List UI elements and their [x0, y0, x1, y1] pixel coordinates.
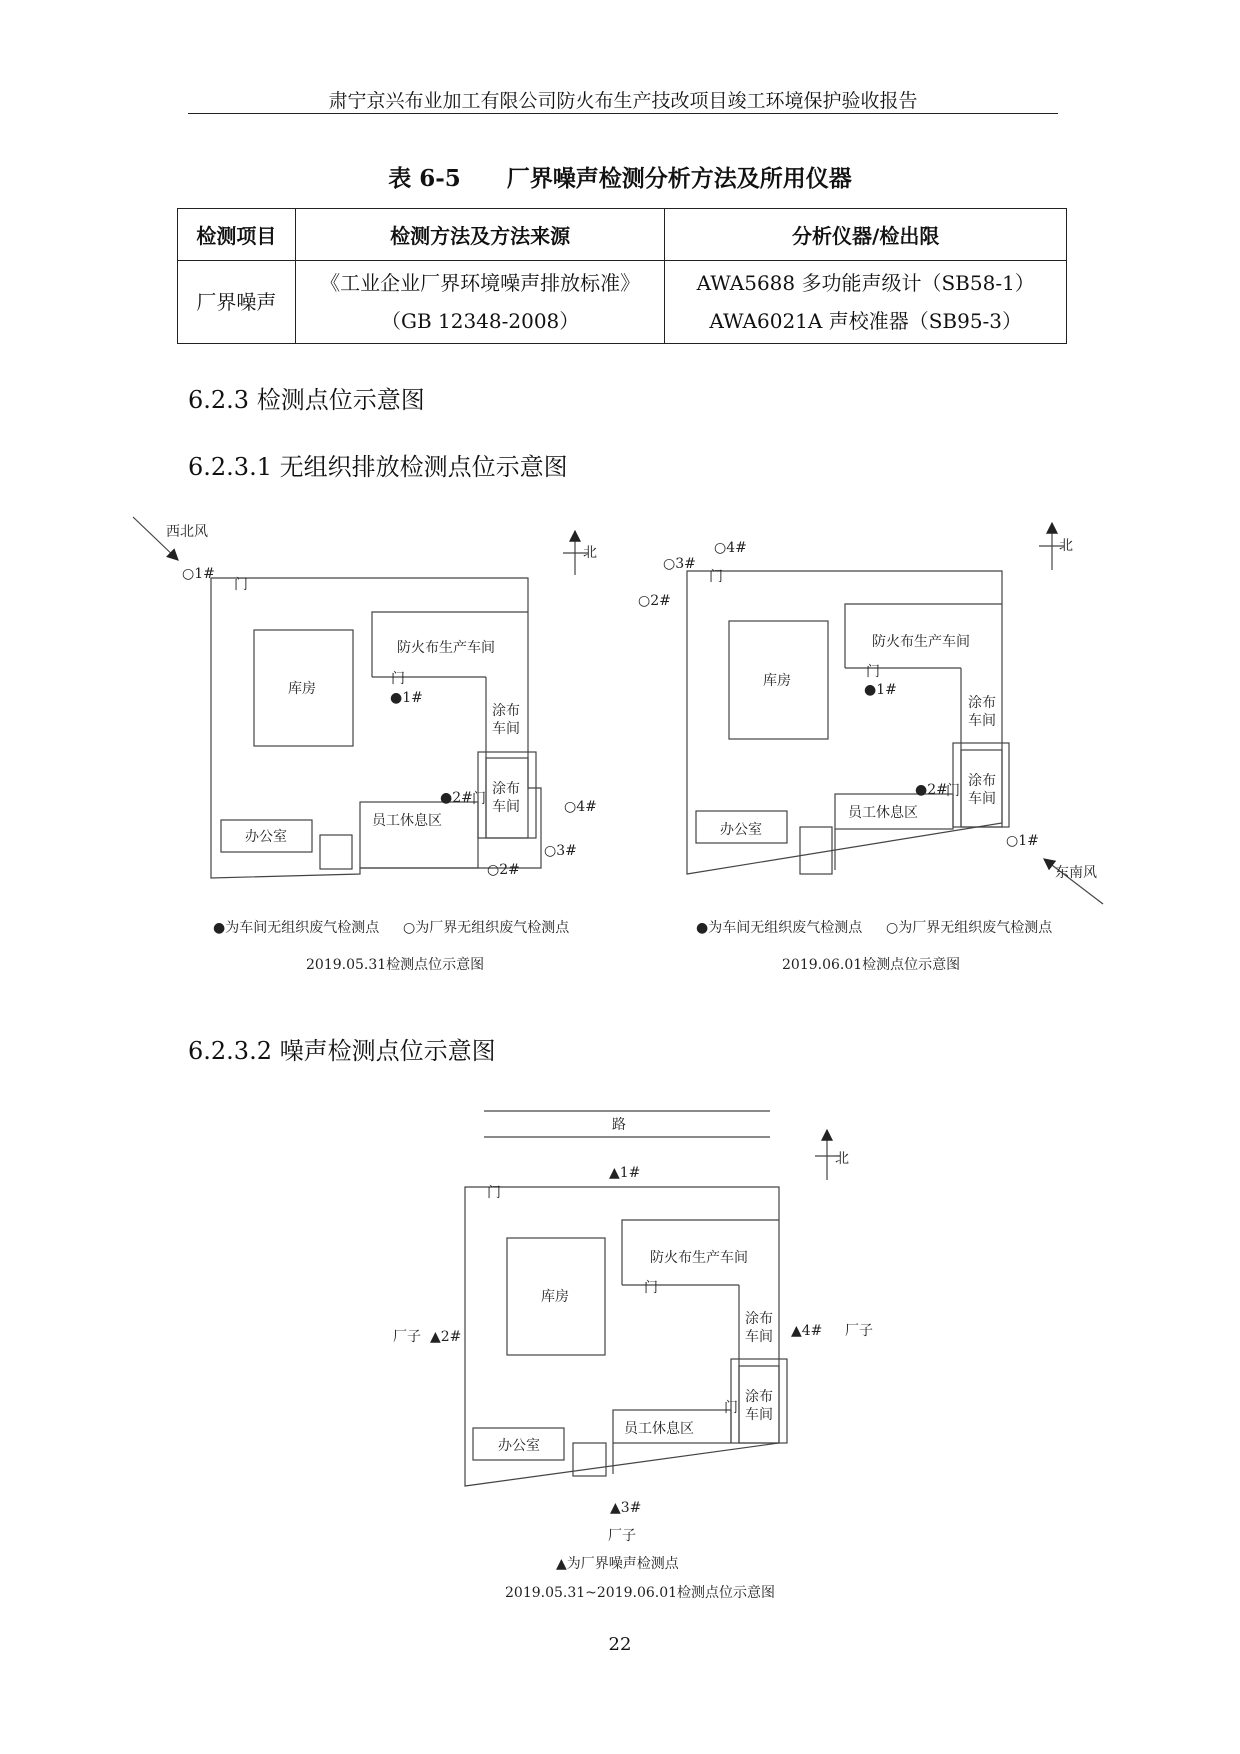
door-label: 门: [724, 1400, 738, 1416]
door-label: 门: [946, 783, 960, 799]
coating-inner-block: [486, 758, 528, 838]
diagram-0531-labels: [166, 524, 597, 973]
noise-point-4: ▲4#: [791, 1323, 823, 1339]
north-label: 北: [835, 1151, 849, 1167]
page-number: 22: [608, 1634, 632, 1655]
inner-point-2: ●2#: [440, 790, 473, 806]
wind-label: 东南风: [1055, 865, 1097, 881]
lounge-label: 员工休息区: [624, 1421, 694, 1437]
door-label: 门: [644, 1280, 658, 1296]
col-header: 分析仪器/检出限: [665, 209, 1067, 261]
outer-point-3: ○3#: [544, 843, 577, 859]
gate-label: 门: [487, 1185, 501, 1201]
factory-label-south: 厂子: [608, 1528, 636, 1544]
diagram-caption: 2019.05.31~2019.06.01检测点位示意图: [505, 1585, 776, 1601]
section-heading-6-2-3: 6.2.3 检测点位示意图: [188, 386, 425, 414]
coating-label-line2: 车间: [492, 799, 520, 815]
coating-label-line1: 涂布: [492, 781, 520, 797]
office-label: 办公室: [245, 829, 287, 845]
north-label: 北: [1059, 538, 1073, 554]
cell-item: 厂界噪声: [178, 261, 296, 344]
coating-label-line2: 车间: [968, 713, 996, 729]
legend-noise: ▲为厂界噪声检测点: [556, 1556, 679, 1572]
wind-label: 西北风: [166, 524, 208, 540]
coating-label-line1: 涂布: [492, 703, 520, 719]
workshop-label: 防火布生产车间: [650, 1250, 748, 1266]
noise-point-1: ▲1#: [609, 1165, 641, 1181]
method-line1: 《工业企业厂界环境噪声排放标准》: [320, 271, 641, 295]
instrument-line2: AWA6021A 声校准器（SB95-3）: [709, 309, 1023, 333]
outer-point-2: ○2#: [487, 862, 520, 878]
legend-solid: ●为车间无组织废气检测点: [696, 920, 863, 936]
diagram-caption: 2019.05.31检测点位示意图: [306, 957, 485, 973]
gate-label: 门: [709, 569, 723, 585]
office-label: 办公室: [498, 1438, 540, 1454]
outer-point-4: ○4#: [564, 799, 597, 815]
north-label: 北: [583, 545, 597, 561]
inner-point-1: ●1#: [864, 682, 897, 698]
inner-point-1: ●1#: [390, 690, 423, 706]
office-label: 办公室: [720, 822, 762, 838]
legend-hollow: ○为厂界无组织废气检测点: [403, 920, 570, 936]
gate-label: 门: [234, 577, 248, 593]
coating-label-line1: 涂布: [968, 773, 996, 789]
outer-point-3: ○3#: [663, 556, 696, 572]
diagram-0601: [687, 523, 1103, 904]
section-heading-6-2-3-1: 6.2.3.1 无组织排放检测点位示意图: [188, 453, 568, 481]
col-header: 检测项目: [178, 209, 296, 261]
workshop-label: 防火布生产车间: [397, 640, 495, 656]
warehouse-label: 库房: [541, 1289, 569, 1305]
table-title: 表 6-5 厂界噪声检测分析方法及所用仪器: [388, 165, 852, 192]
small-block: [800, 827, 832, 874]
coating-label-line1: 涂布: [745, 1311, 773, 1327]
noise-point-3: ▲3#: [610, 1500, 642, 1516]
factory-label-east: 厂子: [845, 1323, 873, 1339]
lounge-label: 员工休息区: [848, 805, 918, 821]
instrument-line1: AWA5688 多功能声级计（SB58-1）: [696, 271, 1035, 295]
outer-point-1: ○1#: [1006, 833, 1039, 849]
warehouse-label: 库房: [763, 673, 791, 689]
lounge-label: 员工休息区: [372, 813, 442, 829]
method-line2: （GB 12348-2008）: [380, 309, 580, 333]
door-label: 门: [391, 671, 405, 687]
coating-label-line2: 车间: [745, 1329, 773, 1345]
coating-label-line1: 涂布: [968, 695, 996, 711]
noise-point-2: ▲2#: [430, 1329, 462, 1345]
inner-point-2: ●2#: [915, 782, 948, 798]
lounge-block: [360, 802, 478, 868]
page-header: 肃宁京兴布业加工有限公司防火布生产技改项目竣工环境保护验收报告: [328, 90, 918, 112]
factory-label-west: 厂子: [393, 1329, 421, 1345]
coating-label-line2: 车间: [492, 721, 520, 737]
diagram-0601-labels: [638, 538, 1097, 973]
section-heading-6-2-3-2: 6.2.3.2 噪声检测点位示意图: [188, 1037, 496, 1065]
outer-point-4: ○4#: [714, 540, 747, 556]
coating-label-line2: 车间: [745, 1407, 773, 1423]
legend-solid: ●为车间无组织废气检测点: [213, 920, 380, 936]
road-label: 路: [612, 1117, 626, 1133]
coating-label-line1: 涂布: [745, 1389, 773, 1405]
legend-hollow: ○为厂界无组织废气检测点: [886, 920, 1053, 936]
small-block: [320, 835, 352, 869]
door-label: 门: [866, 664, 880, 680]
door-label: 门: [472, 791, 486, 807]
workshop-label: 防火布生产车间: [872, 634, 970, 650]
outer-point-2: ○2#: [638, 593, 671, 609]
warehouse-label: 库房: [288, 681, 316, 697]
coating-label-line2: 车间: [968, 791, 996, 807]
diagram-caption: 2019.06.01检测点位示意图: [782, 957, 961, 973]
col-header: 检测方法及方法来源: [295, 209, 665, 261]
outer-point-1: ○1#: [182, 566, 215, 582]
